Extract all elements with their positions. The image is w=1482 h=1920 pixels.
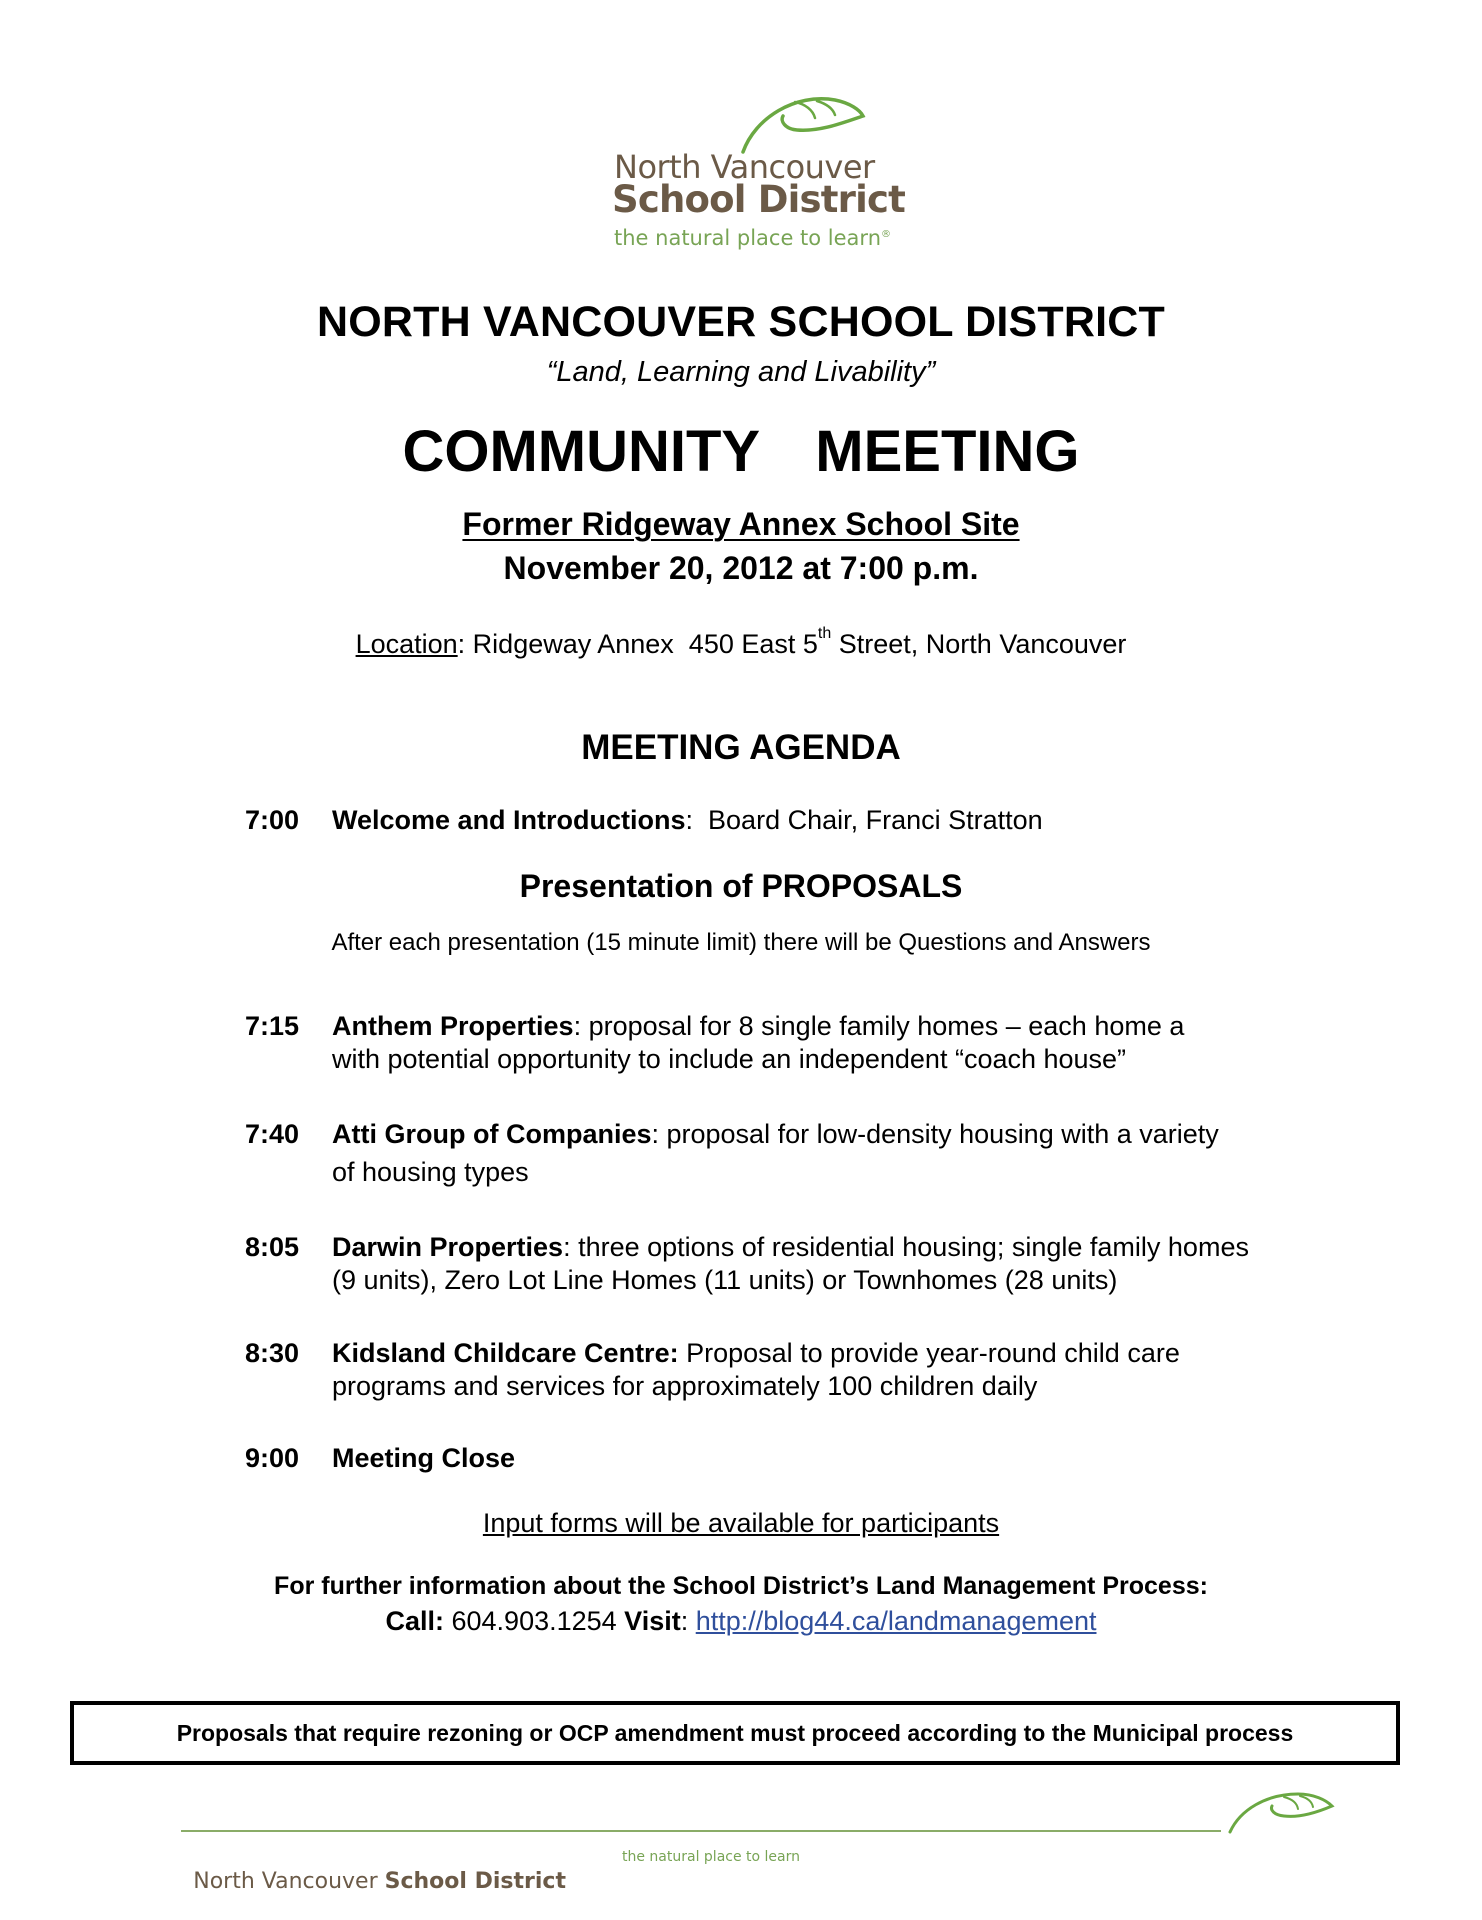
agenda-item-title: Welcome and Introductions	[332, 805, 686, 835]
location-label: Location	[355, 629, 458, 659]
presentations-note: After each presentation (15 minute limit) there will be Questions and Answers	[331, 929, 1151, 956]
visit-label: Visit	[624, 1606, 681, 1636]
agenda-item-title: Meeting Close	[332, 1443, 516, 1473]
agenda-time: 8:05	[245, 1232, 300, 1262]
footer-tagline: the natural place to learn	[622, 1849, 801, 1865]
agenda-time: 8:30	[245, 1338, 300, 1368]
page-title: NORTH VANCOUVER SCHOOL DISTRICT	[317, 298, 1165, 346]
agenda-item-title: Darwin Properties	[332, 1232, 564, 1262]
site-name: Former Ridgeway Annex School Site	[462, 506, 1020, 542]
agenda-time: 9:00	[245, 1443, 300, 1473]
agenda-time: 7:00	[245, 805, 300, 835]
event-date: November 20, 2012 at 7:00 p.m.	[503, 550, 979, 586]
call-label: Call:	[385, 1606, 444, 1636]
landmanagement-link[interactable]: http://blog44.ca/landmanagement	[695, 1606, 1097, 1636]
agenda-time: 7:40	[245, 1119, 300, 1149]
municipal-process-notice: Proposals that require rezoning or OCP amendment must proceed according to the Municipal process	[70, 1701, 1400, 1765]
agenda-item-title: Anthem Properties	[332, 1011, 574, 1041]
leaf-icon	[735, 88, 870, 154]
location-line: Location: Ridgeway Annex 450 East 5th Street, North Vancouver	[355, 625, 1127, 659]
agenda-item-title: Kidsland Childcare Centre:	[332, 1338, 679, 1368]
footer-divider	[181, 1830, 1221, 1832]
agenda-heading: MEETING AGENDA	[581, 728, 901, 767]
footer-district-name: North Vancouver School District	[193, 1869, 566, 1894]
agenda-item-title: Atti Group of Companies	[332, 1119, 652, 1149]
input-forms-note: Input forms will be available for participants	[482, 1508, 1000, 1538]
footer-leaf-icon	[1226, 1788, 1338, 1834]
event-title: COMMUNITY MEETING	[402, 419, 1080, 484]
presentations-heading: Presentation of PROPOSALS	[519, 868, 963, 904]
further-info-heading: For further information about the School District’s Land Management Process:	[274, 1572, 1208, 1600]
logo-tagline: the natural place to learn®	[614, 226, 892, 250]
contact-line: Call: 604.903.1254 Visit: http://blog44.ca/landmanagement	[385, 1606, 1097, 1636]
page-subtitle: “Land, Learning and Livability”	[546, 356, 936, 388]
logo-line2: School District	[612, 178, 905, 221]
agenda-time: 7:15	[245, 1011, 300, 1041]
phone-number: 604.903.1254	[444, 1606, 625, 1636]
logo-line1: North Vancouver	[614, 148, 875, 186]
